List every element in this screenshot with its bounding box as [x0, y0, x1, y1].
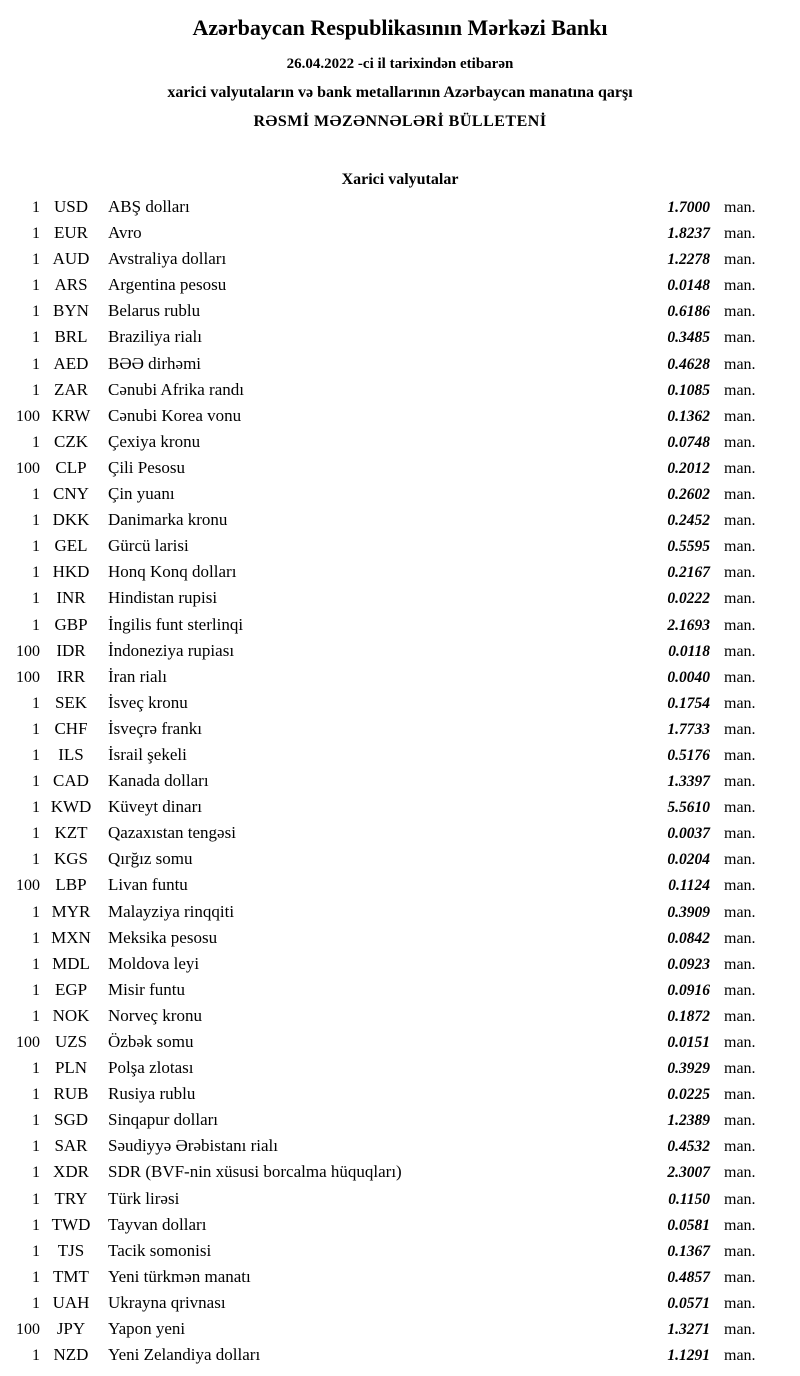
currency-quantity: 1: [32, 1112, 40, 1130]
currency-name: Kanada dolları: [108, 771, 209, 791]
rate-unit-label: man.: [724, 668, 756, 686]
currency-name: Yeni Zelandiya dolları: [108, 1345, 261, 1365]
rate-unit-label: man.: [724, 799, 756, 817]
currency-code: UZS: [54, 1032, 88, 1051]
rate-unit-label: man.: [724, 1086, 756, 1104]
currency-quantity: 100: [16, 1034, 40, 1051]
rate-row-try: [0, 1189, 800, 1215]
currency-code: IDR: [56, 640, 86, 660]
currency-name: Yapon yeni: [108, 1319, 186, 1339]
currency-quantity: 1: [32, 1216, 40, 1234]
currency-rate: 2.1693: [667, 616, 710, 634]
currency-code: MXN: [51, 927, 91, 947]
rate-unit-label: man.: [724, 642, 756, 660]
rate-unit-label: man.: [724, 1242, 756, 1260]
rate-unit-label: man.: [724, 1347, 756, 1365]
currency-code: TMT: [53, 1266, 89, 1286]
rate-row-ils: [0, 745, 800, 771]
currency-quantity: 1: [32, 1007, 40, 1025]
rate-row-nzd: [0, 1345, 800, 1371]
rate-unit-label: man.: [724, 1294, 756, 1312]
currency-code: DKK: [52, 510, 90, 530]
rate-unit-label: man.: [724, 407, 756, 425]
rate-unit-label: man.: [724, 355, 756, 373]
currency-rate: 0.0040: [667, 668, 710, 686]
rate-row-uzs: [0, 1032, 800, 1058]
rate-unit-label: man.: [724, 433, 756, 451]
currency-name: ABŞ dolları: [108, 197, 190, 216]
currency-quantity: 1: [32, 512, 40, 530]
currency-code: CNY: [53, 484, 89, 504]
currency-code: TWD: [51, 1214, 91, 1234]
currency-quantity: 1: [32, 538, 40, 556]
rate-row-krw: [0, 406, 800, 432]
currency-rate: 0.0916: [667, 981, 710, 999]
currency-rate: 0.1754: [667, 694, 710, 712]
rate-unit-label: man.: [724, 381, 756, 399]
rate-row-eur: [0, 223, 800, 249]
rate-unit-label: man.: [724, 303, 756, 321]
rate-row-gbp: [0, 615, 800, 641]
rate-row-mdl: [0, 954, 800, 980]
currency-name: İsveç kronu: [108, 692, 188, 712]
currency-rate: 1.8237: [667, 225, 710, 243]
currency-name: Özbək somu: [108, 1032, 194, 1051]
rate-row-hkd: [0, 562, 800, 588]
rate-row-mxn: [0, 928, 800, 954]
currency-name: Danimarka kronu: [108, 510, 228, 530]
rate-unit-label: man.: [724, 564, 756, 582]
currency-name: Qazaxıstan tengəsi: [108, 823, 236, 843]
currency-rate: 0.2602: [667, 486, 710, 504]
currency-code: TJS: [57, 1240, 85, 1260]
currency-name: Türk lirəsi: [108, 1188, 180, 1208]
currency-quantity: 1: [32, 773, 40, 791]
currency-rate: 0.1150: [668, 1190, 710, 1208]
currency-rate: 0.0748: [667, 433, 710, 451]
currency-rate: 0.0581: [667, 1216, 710, 1234]
currency-code: NOK: [52, 1005, 90, 1025]
currency-quantity: 1: [32, 694, 40, 712]
currency-code: XDR: [53, 1162, 89, 1182]
currency-code: INR: [56, 588, 86, 608]
currency-name: BƏƏ dirhəmi: [108, 353, 202, 373]
currency-code: ILS: [58, 744, 84, 764]
currency-code: PLN: [54, 1058, 88, 1078]
currency-quantity: 1: [32, 590, 40, 608]
currency-rate: 0.5176: [667, 746, 710, 764]
document-header: [0, 14, 800, 132]
currency-name: Hindistan rupisi: [108, 588, 218, 608]
currency-name: Gürcü larisi: [108, 536, 189, 556]
bulletin-title: RƏSMİ MƏZƏNNƏLƏRİ BÜLLETENİ: [253, 113, 547, 130]
currency-name: İndoneziya rupiası: [108, 640, 235, 660]
rate-row-ars: [0, 275, 800, 301]
currency-rate: 0.1367: [667, 1242, 710, 1260]
currency-name: İsveçrə frankı: [108, 718, 202, 738]
rate-unit-label: man.: [724, 1268, 756, 1286]
rate-row-chf: [0, 719, 800, 745]
currency-code: SGD: [53, 1110, 88, 1130]
currency-rate: 0.0204: [667, 851, 710, 869]
currency-quantity: 1: [32, 486, 40, 504]
rate-row-lbp: [0, 875, 800, 901]
rate-unit-label: man.: [724, 720, 756, 738]
subject-line: xarici valyutaların və bank metallarının Azərbaycan manatına qarşı: [167, 84, 633, 101]
rate-row-brl: [0, 327, 800, 353]
currency-quantity: 1: [32, 746, 40, 764]
rate-row-zar: [0, 380, 800, 406]
currency-quantity: 1: [32, 799, 40, 817]
currency-name: Çili Pesosu: [108, 457, 185, 477]
rate-row-tmt: [0, 1267, 800, 1293]
currency-quantity: 1: [32, 1060, 40, 1078]
currency-code: EGP: [54, 979, 88, 999]
rate-row-tjs: [0, 1241, 800, 1267]
rate-unit-label: man.: [724, 277, 756, 295]
rate-unit-label: man.: [724, 1164, 756, 1182]
currency-rate: 2.3007: [667, 1164, 710, 1182]
currency-quantity: 1: [32, 616, 40, 634]
currency-quantity: 1: [32, 1086, 40, 1104]
currency-rate: 1.7733: [667, 720, 710, 738]
currency-quantity: 1: [32, 851, 40, 869]
rate-row-nok: [0, 1006, 800, 1032]
rate-row-twd: [0, 1215, 800, 1241]
currency-quantity: 1: [32, 277, 40, 295]
currency-quantity: 1: [32, 1242, 40, 1260]
rate-unit-label: man.: [724, 538, 756, 556]
currency-quantity: 1: [32, 1268, 40, 1286]
rate-unit-label: man.: [724, 225, 756, 243]
rate-unit-label: man.: [724, 851, 756, 869]
effective-date-line: 26.04.2022 -ci il tarixindən etibarən: [286, 56, 514, 72]
rate-row-clp: [0, 458, 800, 484]
currency-name: Çexiya kronu: [108, 431, 201, 451]
rate-unit-label: man.: [724, 199, 756, 216]
currency-code: EUR: [54, 223, 88, 243]
currency-code: USD: [53, 197, 88, 216]
currency-rate: 0.0571: [667, 1294, 710, 1312]
currency-rate: 0.1124: [668, 877, 710, 895]
rate-row-dkk: [0, 510, 800, 536]
rate-unit-label: man.: [724, 616, 756, 634]
rate-row-kwd: [0, 797, 800, 823]
currency-rate: 0.1872: [667, 1007, 710, 1025]
currency-code: CLP: [55, 457, 87, 477]
rate-row-czk: [0, 432, 800, 458]
rate-row-jpy: [0, 1319, 800, 1345]
rate-row-irr: [0, 667, 800, 693]
currency-quantity: 1: [32, 1347, 40, 1365]
currency-rate: 1.2389: [667, 1112, 710, 1130]
rate-row-kgs: [0, 849, 800, 875]
currency-name: Cənubi Afrika randı: [108, 379, 244, 399]
currency-quantity: 100: [16, 642, 40, 660]
rate-row-egp: [0, 980, 800, 1006]
rate-row-cad: [0, 771, 800, 797]
currency-code: JPY: [56, 1319, 86, 1339]
currency-code: ZAR: [54, 379, 88, 399]
currency-quantity: 1: [32, 329, 40, 347]
currency-rate: 0.0151: [667, 1034, 710, 1051]
rate-unit-label: man.: [724, 486, 756, 504]
currency-name: İngilis funt sterlinqi: [108, 614, 244, 634]
currency-name: Yeni türkmən manatı: [108, 1266, 251, 1286]
currency-name: Küveyt dinarı: [108, 797, 202, 817]
currency-code: TRY: [54, 1188, 88, 1208]
rate-row-idr: [0, 641, 800, 667]
currency-quantity: 1: [32, 381, 40, 399]
rate-unit-label: man.: [724, 590, 756, 608]
currency-code: CAD: [53, 771, 89, 791]
rate-unit-label: man.: [724, 929, 756, 947]
currency-code: UAH: [52, 1292, 90, 1312]
currency-name: Argentina pesosu: [108, 275, 227, 295]
currency-name: Rusiya rublu: [108, 1084, 196, 1104]
currency-quantity: 1: [32, 955, 40, 973]
currency-name: İsrail şekeli: [108, 744, 187, 764]
rate-row-sgd: [0, 1110, 800, 1136]
currency-code: KRW: [51, 405, 91, 425]
rate-row-byn: [0, 301, 800, 327]
currency-name: Səudiyyə Ərəbistanı rialı: [108, 1136, 278, 1156]
rate-unit-label: man.: [724, 1138, 756, 1156]
rate-unit-label: man.: [724, 694, 756, 712]
currency-quantity: 1: [32, 903, 40, 921]
rate-row-myr: [0, 902, 800, 928]
rate-unit-label: man.: [724, 1112, 756, 1130]
currency-name: Qırğız somu: [108, 849, 193, 869]
rate-unit-label: man.: [724, 825, 756, 843]
currency-quantity: 1: [32, 981, 40, 999]
currency-quantity: 100: [16, 877, 40, 895]
currency-quantity: 100: [16, 668, 40, 686]
currency-name: Ukrayna qrivnası: [108, 1292, 226, 1312]
currency-name: Avro: [108, 223, 142, 243]
currency-quantity: 1: [32, 1138, 40, 1156]
currency-rate: 1.3271: [667, 1321, 710, 1339]
currency-rate: 0.0037: [667, 825, 710, 843]
currency-name: Belarus rublu: [108, 301, 201, 321]
currency-quantity: 100: [16, 1321, 40, 1339]
currency-code: KGS: [53, 849, 88, 869]
currency-rate: 1.7000: [667, 199, 710, 216]
currency-rate: 0.0225: [667, 1086, 710, 1104]
currency-quantity: 1: [32, 929, 40, 947]
rate-row-xdr: [0, 1162, 800, 1188]
rate-row-usd: [0, 197, 800, 223]
rate-unit-label: man.: [724, 746, 756, 764]
currency-code: SEK: [54, 692, 88, 712]
currency-code: BRL: [54, 327, 88, 347]
rate-unit-label: man.: [724, 981, 756, 999]
currency-code: RUB: [53, 1084, 89, 1104]
rate-unit-label: man.: [724, 1007, 756, 1025]
currency-rate: 0.5595: [667, 538, 710, 556]
rate-row-gel: [0, 536, 800, 562]
currency-quantity: 1: [32, 355, 40, 373]
currency-rate: 0.3929: [667, 1060, 710, 1078]
currency-code: SAR: [54, 1136, 88, 1156]
rate-row-inr: [0, 588, 800, 614]
currency-code: AUD: [52, 249, 90, 269]
rate-unit-label: man.: [724, 773, 756, 791]
currency-rate: 1.1291: [667, 1347, 710, 1365]
currency-rate: 0.4532: [667, 1138, 710, 1156]
section-title-foreign-currencies: Xarici valyutalar: [341, 171, 459, 188]
rate-row-pln: [0, 1058, 800, 1084]
currency-rate: 0.0842: [667, 929, 710, 947]
currency-rate: 0.0148: [667, 277, 710, 295]
currency-quantity: 1: [32, 564, 40, 582]
currency-code: AED: [53, 353, 89, 373]
currency-code: GBP: [54, 614, 88, 634]
rate-row-sek: [0, 693, 800, 719]
currency-rate: 5.5610: [667, 799, 710, 817]
currency-quantity: 1: [32, 433, 40, 451]
currency-rate: 0.2452: [667, 512, 710, 530]
currency-quantity: 1: [32, 1190, 40, 1208]
rate-row-uah: [0, 1293, 800, 1319]
currency-rate: 0.0923: [667, 955, 710, 973]
rate-unit-label: man.: [724, 877, 756, 895]
currency-quantity: 100: [16, 459, 40, 477]
currency-quantity: 1: [32, 1294, 40, 1312]
currency-rate: 0.3485: [667, 329, 710, 347]
rates-table: [0, 197, 800, 1371]
currency-rate: 0.4857: [667, 1268, 710, 1286]
currency-name: İran rialı: [108, 666, 167, 686]
currency-code: CHF: [54, 718, 88, 738]
currency-name: Livan funtu: [108, 875, 188, 895]
rate-unit-label: man.: [724, 1190, 756, 1208]
currency-name: Norveç kronu: [108, 1005, 202, 1025]
currency-rate: 0.4628: [667, 355, 710, 373]
currency-name: Honq Konq dolları: [108, 562, 237, 582]
currency-code: KWD: [50, 797, 92, 817]
currency-name: Polşa zlotası: [108, 1058, 194, 1078]
currency-name: Sinqapur dolları: [108, 1110, 219, 1130]
currency-code: BYN: [53, 301, 89, 321]
currency-rate: 0.3909: [667, 903, 710, 921]
currency-quantity: 1: [32, 1164, 40, 1182]
currency-name: Çin yuanı: [108, 484, 175, 504]
rate-unit-label: man.: [724, 1060, 756, 1078]
currency-quantity: 1: [32, 720, 40, 738]
rate-row-aud: [0, 249, 800, 275]
rate-unit-label: man.: [724, 1034, 756, 1051]
currency-rate: 0.2167: [667, 564, 710, 582]
currency-name: Braziliya rialı: [108, 327, 202, 347]
currency-code: IRR: [56, 666, 86, 686]
currency-quantity: 1: [32, 825, 40, 843]
currency-rate: 0.2012: [667, 459, 710, 477]
rate-unit-label: man.: [724, 512, 756, 530]
currency-code: MDL: [52, 953, 90, 973]
currency-rate: 0.1085: [667, 381, 710, 399]
currency-rate: 1.2278: [667, 251, 710, 269]
currency-code: HKD: [52, 562, 90, 582]
currency-name: Avstraliya dolları: [108, 249, 227, 269]
currency-quantity: 1: [32, 225, 40, 243]
currency-code: CZK: [54, 431, 88, 451]
currency-quantity: 1: [32, 251, 40, 269]
currency-quantity: 1: [32, 199, 40, 216]
rate-row-aed: [0, 354, 800, 380]
rate-unit-label: man.: [724, 1216, 756, 1234]
currency-name: Misir funtu: [108, 979, 185, 999]
currency-rate: 0.6186: [667, 303, 710, 321]
currency-quantity: 1: [32, 303, 40, 321]
currency-name: Meksika pesosu: [108, 927, 218, 947]
currency-name: Cənubi Korea vonu: [108, 405, 242, 425]
bank-title: Azərbaycan Respublikasının Mərkəzi Bankı: [192, 15, 608, 40]
currency-quantity: 100: [16, 407, 40, 425]
rate-row-sar: [0, 1136, 800, 1162]
rate-unit-label: man.: [724, 329, 756, 347]
currency-code: MYR: [51, 901, 91, 921]
rate-unit-label: man.: [724, 459, 756, 477]
currency-code: LBP: [55, 875, 87, 895]
rate-row-kzt: [0, 823, 800, 849]
currency-name: Malayziya rinqqiti: [108, 901, 235, 921]
rate-unit-label: man.: [724, 903, 756, 921]
currency-name: Tacik somonisi: [108, 1240, 212, 1260]
currency-rate: 0.0118: [668, 642, 710, 660]
currency-name: Moldova leyi: [108, 953, 200, 973]
rate-row-rub: [0, 1084, 800, 1110]
currency-name: Tayvan dolları: [108, 1214, 207, 1234]
rate-unit-label: man.: [724, 251, 756, 269]
rate-unit-label: man.: [724, 1321, 756, 1339]
currency-rate: 0.0222: [667, 590, 710, 608]
currency-code: KZT: [54, 823, 88, 843]
currency-rate: 1.3397: [667, 773, 710, 791]
currency-code: NZD: [53, 1345, 89, 1365]
rate-unit-label: man.: [724, 955, 756, 973]
currency-code: ARS: [54, 275, 88, 295]
currency-code: GEL: [54, 536, 88, 556]
currency-rate: 0.1362: [667, 407, 710, 425]
rate-row-cny: [0, 484, 800, 510]
currency-name: SDR (BVF-nin xüsusi borcalma hüquqları): [108, 1162, 402, 1182]
